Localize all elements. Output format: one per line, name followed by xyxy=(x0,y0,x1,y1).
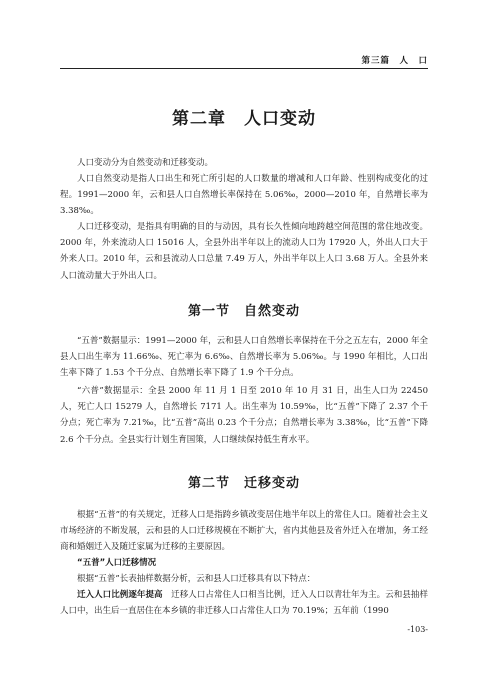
header-rule xyxy=(60,68,428,69)
section-2-paragraph-2: 根据“五普”长表抽样数据分析，云和县人口迁移具有以下特点： xyxy=(77,574,316,584)
section-2-paragraph-1: 根据“五普”的有关规定，迁移人口是指跨乡镇改变居住地半年以上的常住人口。随着社会主义市场经济的不断发展，云和县的人口迁移规模在不断扩大，省内其他县及省外迁入在增加，务工经商和婚姻迁入及随迁家属为迁移的主要原因。 xyxy=(60,510,428,553)
run-in-heading: 迁入人口比例逐年提高 xyxy=(77,590,163,600)
section-1-paragraph-2: “六普”数据显示：全县 2000 年 11 月 1 日至 2010 年 10 月 31 日，出生人口为 22450 人，死亡人口 15279 人，自然增长 7171 人。出生率为 10.59‰，比“五普”下降了 2.37 个千分点；死亡率为 7.21‰，比“五普”高出 0.23 个千分点；自然增长率为 3.38‰，比“五普”下降 2.6 个千分点。全县实行计划生育国策，人口继续保持低生育水平。 xyxy=(60,386,428,445)
intro-paragraph-2: 人口自然变动是指人口出生和死亡所引起的人口数量的增减和人口年龄、性别构成变化的过程。1991—2000 年，云和县人口自然增长率保持在 5.06‰，2000—2010 年，自然增长率为 3.38‰。 xyxy=(60,174,428,217)
page-number: -103- xyxy=(407,625,428,634)
intro-paragraph-3: 人口迁移变动，是指具有明确的目的与动因，具有长久性倾向地跨越空间范围的常住地改变。2000 年，外来流动人口 15016 人，全县外出半年以上的流动人口为 17920 人，外出人口大于外来人口。2010 年，云和县流动人口总量 7.49 万人，外出半年以上人口 3.68 万人。全县外来人口流动量大于外出人口。 xyxy=(60,222,428,281)
running-head: 第三篇 人 口 xyxy=(361,56,428,66)
intro-paragraph-1: 人口变动分为自然变动和迁移变动。 xyxy=(77,158,214,168)
section-2-paragraph-3 xyxy=(60,587,428,619)
paragraph-text: 迁移人口占常住人口相当比例，迁入人口以青壮年为主。云和县抽样人口中，出生后一直居住在本乡镇的非迁移人口占常住人口为 70.19%；五年前（1990 xyxy=(60,590,428,617)
section-2-subheading: “五普”人口迁移情况 xyxy=(77,558,157,568)
section-2-title: 第二节 迁移变动 xyxy=(187,476,300,491)
section-1-title: 第一节 自然变动 xyxy=(187,304,300,319)
chapter-title: 第二章 人口变动 xyxy=(172,109,316,129)
section-1-paragraph-1: “五普”数据显示：1991—2000 年，云和县人口自然增长率保持在千分之五左右，2000 年全县人口出生率为 11.66‰、死亡率为 6.6‰、自然增长率为 5.06‰。与 1990 年相比，人口出生率下降了 1.53 个千分点、自然增长率下降了 1.9 个千分点。 xyxy=(60,336,428,379)
